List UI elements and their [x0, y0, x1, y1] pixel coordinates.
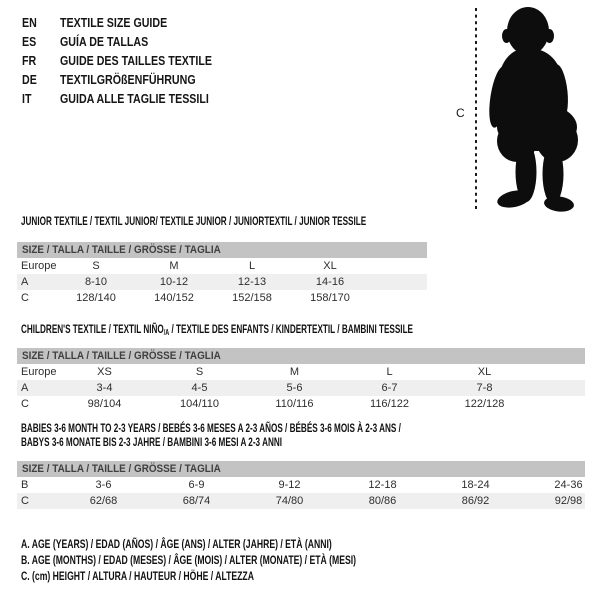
table-cell: 3-6	[95, 479, 112, 491]
table-cell: 62/68	[89, 495, 118, 507]
table-cell: 8-10	[84, 276, 108, 288]
language-row-de	[22, 70, 245, 89]
table-row	[17, 364, 585, 380]
footnote-c-text: C. (cm) HEIGHT / ALTURA / HAUTEUR / HÖHE / ALTEZZA	[21, 569, 254, 583]
table-row	[17, 290, 427, 306]
row-label: C	[21, 398, 29, 410]
table-cell: XS	[97, 366, 112, 378]
size-header-text: SIZE / TALLA / TAILLE / GRÖSSE / TAGLIA	[22, 463, 221, 475]
row-label: A	[21, 276, 29, 288]
row-label: A	[21, 382, 29, 394]
language-row-fr	[22, 51, 245, 70]
table-cell: S	[195, 366, 204, 378]
table-cell: S	[92, 260, 100, 272]
size-header-text: SIZE / TALLA / TAILLE / GRÖSSE / TAGLIA	[22, 350, 221, 362]
table-cell: XL	[323, 260, 337, 272]
table-cell: 6-9	[188, 479, 205, 491]
babies-section-title	[21, 421, 580, 449]
size-header-bar	[17, 242, 427, 258]
babies-title-line1: BABIES 3-6 MONTH TO 2-3 YEARS / BEBÉS 3-6 MESES A 2-3 AÑOS / BÉBÉS 3-6 MOIS À 2-3 ANS /	[21, 421, 401, 435]
table-cell: 6-7	[381, 382, 398, 394]
children-title-text	[21, 322, 413, 340]
language-title: GUÍA DE TALLAS	[60, 34, 149, 49]
table-cell: 3-4	[96, 382, 113, 394]
row-label: C	[21, 495, 29, 507]
table-cell: 24-36	[554, 479, 583, 491]
height-c-label: C	[456, 106, 465, 120]
junior-size-table	[17, 242, 427, 306]
footnote-a-text: A. AGE (YEARS) / EDAD (AÑOS) / ÂGE (ANS) / ALTER (JAHRE) / ETÀ (ANNI)	[21, 537, 332, 551]
baby-silhouette-svg	[450, 0, 600, 220]
table-cell: 140/152	[154, 292, 194, 304]
table-cell: 116/122	[370, 398, 409, 410]
table-cell: 12-18	[368, 479, 397, 491]
table-cell: L	[386, 366, 393, 378]
table-cell: M	[169, 260, 179, 272]
table-cell: 9-12	[278, 479, 301, 491]
table-cell: 18-24	[461, 479, 490, 491]
table-cell: 98/104	[87, 398, 122, 410]
row-label: Europe	[21, 366, 57, 378]
table-cell: 86/92	[461, 495, 490, 507]
babies-size-table	[17, 461, 585, 509]
table-cell: 110/116	[275, 398, 314, 410]
table-cell: M	[289, 366, 300, 378]
size-header-text: SIZE / TALLA / TAILLE / GRÖSSE / TAGLIA	[22, 244, 221, 256]
table-row	[17, 477, 585, 493]
language-code: FR	[22, 53, 37, 68]
table-cell: 74/80	[275, 495, 304, 507]
language-title: GUIDA ALLE TAGLIE TESSILI	[60, 91, 209, 106]
table-cell: 12-13	[237, 276, 267, 288]
junior-title-text: JUNIOR TEXTILE / TEXTIL JUNIOR/ TEXTILE JUNIOR / JUNIORTEXTIL / JUNIOR TESSILE	[21, 214, 367, 228]
children-title-prefix: CHILDREN'S TEXTILE / TEXTIL NIÑO	[21, 322, 164, 336]
language-row-en	[22, 13, 245, 32]
language-row-it	[22, 89, 245, 108]
table-row	[17, 380, 585, 396]
table-row	[17, 493, 585, 509]
table-cell: 158/170	[310, 292, 350, 304]
table-cell: 10-12	[159, 276, 189, 288]
table-cell: 4-5	[191, 382, 208, 394]
footnote-b	[21, 552, 486, 568]
table-cell: 152/158	[232, 292, 272, 304]
size-header-bar	[17, 348, 585, 364]
table-row	[17, 396, 585, 412]
table-cell: 122/128	[464, 398, 505, 410]
language-code: ES	[22, 34, 37, 49]
table-cell: 68/74	[182, 495, 211, 507]
language-list	[22, 13, 245, 108]
language-title: GUIDE DES TAILLES TEXTILE	[60, 53, 213, 68]
language-code: IT	[22, 91, 32, 106]
children-title-subscript: /A	[163, 328, 170, 337]
row-label: C	[21, 292, 29, 304]
table-cell: 128/140	[76, 292, 116, 304]
table-cell: L	[248, 260, 256, 272]
baby-height-figure	[450, 0, 600, 220]
table-cell: 5-6	[286, 382, 303, 394]
footnotes	[21, 536, 486, 584]
language-title: TEXTILE SIZE GUIDE	[60, 15, 168, 30]
row-label: Europe	[21, 260, 57, 272]
babies-title-line2: BABYS 3-6 MONATE BIS 2-3 JAHRE / BAMBINI 3-6 MESI A 2-3 ANNI	[21, 435, 283, 449]
footnote-c	[21, 568, 486, 584]
table-cell: XL	[477, 366, 492, 378]
children-section-title	[21, 322, 597, 340]
table-cell: 104/110	[180, 398, 219, 410]
table-cell: 7-8	[476, 382, 493, 394]
table-cell: 80/86	[368, 495, 397, 507]
junior-section-title	[21, 214, 529, 228]
size-header-bar	[17, 461, 585, 477]
table-cell: 92/98	[554, 495, 583, 507]
footnote-a	[21, 536, 486, 552]
children-title-suffix: / TEXTILE DES ENFANTS / KINDERTEXTIL / BAMBINI TESSILE	[169, 322, 413, 336]
baby-silhouette	[486, 7, 578, 213]
language-code: DE	[22, 72, 37, 87]
language-title: TEXTILGRÖßENFÜHRUNG	[60, 72, 196, 87]
language-row-es	[22, 32, 245, 51]
footnote-b-text: B. AGE (MONTHS) / EDAD (MESES) / ÂGE (MOIS) / ALTER (MONATE) / ETÀ (MESI)	[21, 553, 357, 567]
table-row	[17, 274, 427, 290]
table-cell: 14-16	[315, 276, 345, 288]
row-label: B	[21, 479, 29, 491]
language-code: EN	[22, 15, 37, 30]
children-size-table	[17, 348, 585, 412]
table-row	[17, 258, 427, 274]
